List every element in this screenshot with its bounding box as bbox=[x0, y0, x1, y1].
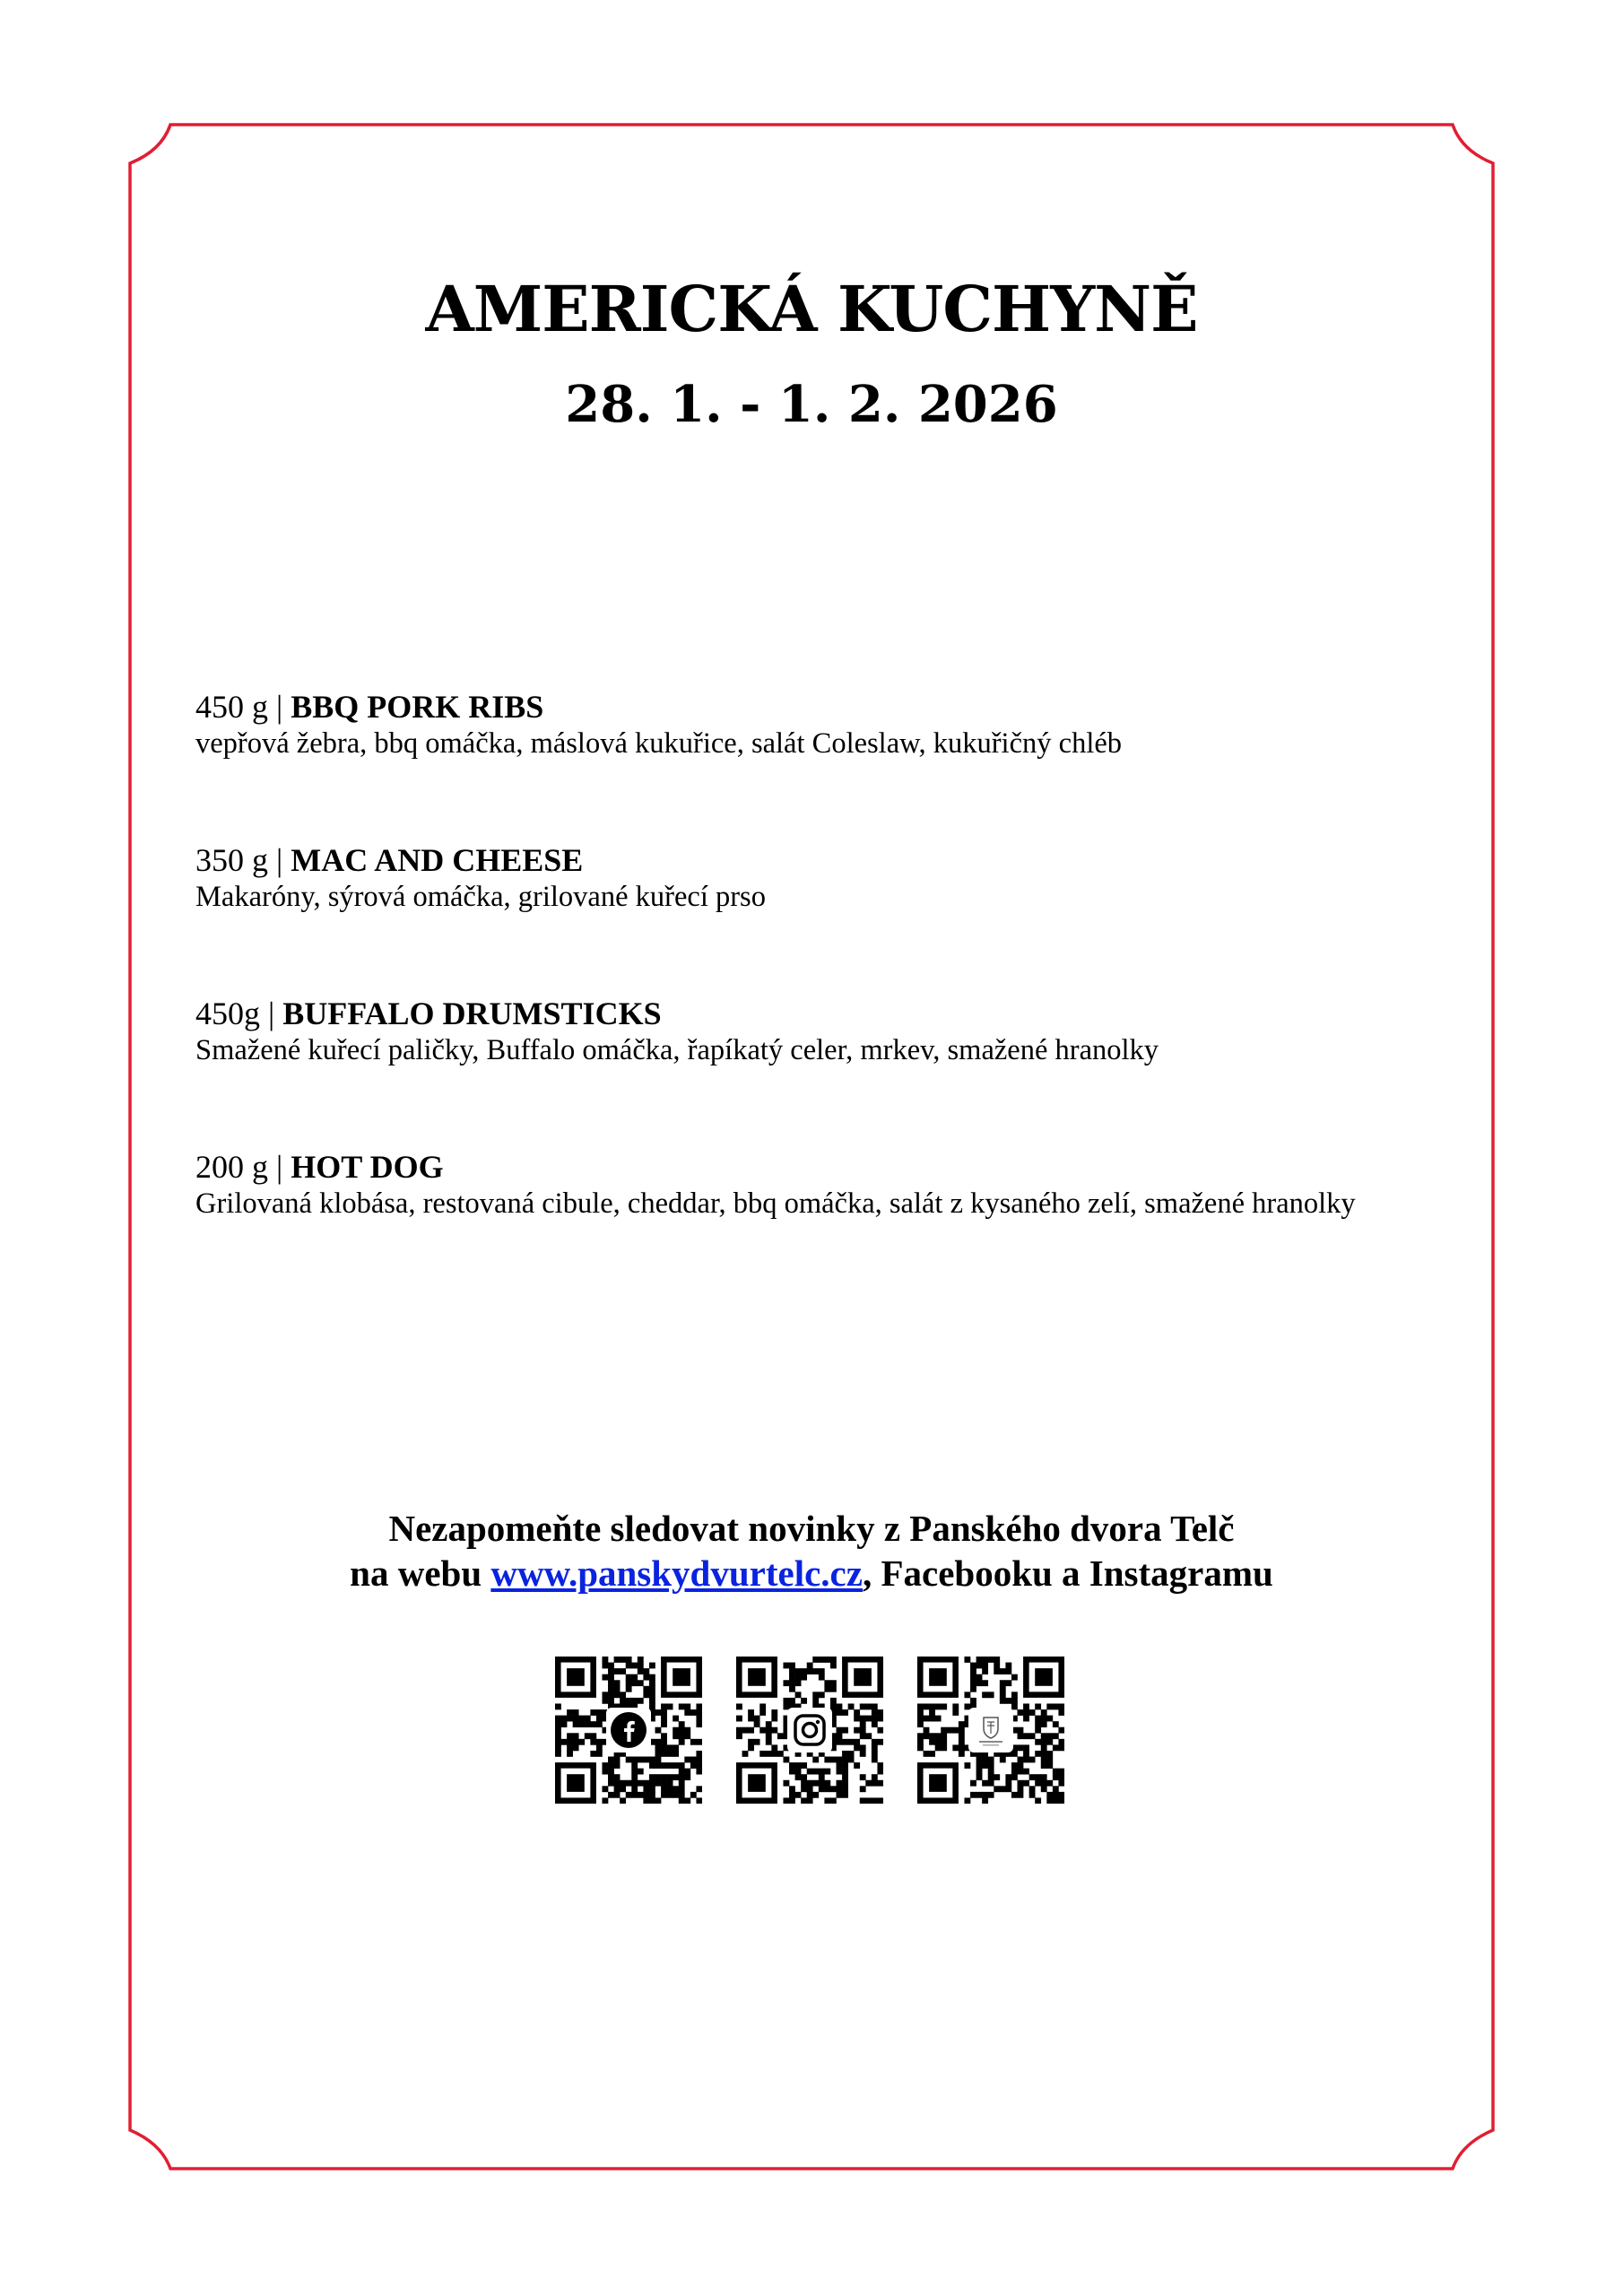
menu-item-name: HOT DOG bbox=[291, 1149, 444, 1185]
menu-item-name: BUFFALO DRUMSTICKS bbox=[282, 996, 662, 1031]
qr-code-row bbox=[555, 1657, 1064, 1804]
facebook-qr-code[interactable] bbox=[555, 1657, 702, 1804]
menu-item-weight: 450 g | bbox=[195, 689, 291, 725]
menu-item-weight: 200 g | bbox=[195, 1149, 291, 1185]
facebook-icon bbox=[606, 1708, 651, 1752]
menu-item-heading bbox=[195, 842, 1451, 878]
page-title: AMERICKÁ KUCHYNĚ bbox=[425, 272, 1198, 346]
menu-item-buffalo-drumsticks bbox=[195, 996, 1451, 1068]
menu-item-mac-and-cheese bbox=[195, 842, 1451, 915]
menu-item-heading bbox=[195, 689, 1451, 725]
menu-item-heading bbox=[195, 996, 1451, 1031]
menu-item-hot-dog bbox=[195, 1149, 1451, 1222]
footer-note bbox=[0, 1506, 1623, 1596]
footer-line-1: Nezapomeňte sledovat novinky z Panského dvora Telč bbox=[388, 1508, 1235, 1549]
menu-item-description: Makaróny, sýrová omáčka, grilované kuřecí prso bbox=[195, 881, 766, 913]
menu-item-description: Grilovaná klobása, restovaná cibule, cheddar, bbq omáčka, salát z kysaného zelí, smažené hranolky bbox=[195, 1187, 1356, 1220]
menu-item-name: BBQ PORK RIBS bbox=[291, 689, 544, 725]
menu-item-description: vepřová žebra, bbq omáčka, máslová kukuřice, salát Coleslaw, kukuřičný chléb bbox=[195, 727, 1123, 760]
panskydvur-logo-icon bbox=[968, 1708, 1013, 1752]
menu-item-bbq-pork-ribs bbox=[195, 689, 1451, 761]
footer-line-2-suffix: , Facebooku a Instagramu bbox=[862, 1552, 1273, 1594]
date-range: 28. 1. - 1. 2. 2026 bbox=[565, 375, 1058, 434]
footer-line-2-prefix: na webu bbox=[350, 1552, 491, 1594]
menu-item-heading bbox=[195, 1149, 1451, 1185]
menu-item-name: MAC AND CHEESE bbox=[291, 842, 584, 878]
footer-line-2 bbox=[0, 1551, 1623, 1596]
website-link[interactable]: www.panskydvurtelc.cz bbox=[490, 1552, 863, 1594]
website-qr-code[interactable] bbox=[917, 1657, 1064, 1804]
menu-item-weight: 450g | bbox=[195, 996, 283, 1031]
menu-item-weight: 350 g | bbox=[195, 842, 291, 878]
instagram-qr-code[interactable] bbox=[736, 1657, 883, 1804]
menu-item-description: Smažené kuřecí paličky, Buffalo omáčka, řapíkatý celer, mrkev, smažené hranolky bbox=[195, 1034, 1159, 1066]
instagram-icon bbox=[787, 1708, 832, 1752]
